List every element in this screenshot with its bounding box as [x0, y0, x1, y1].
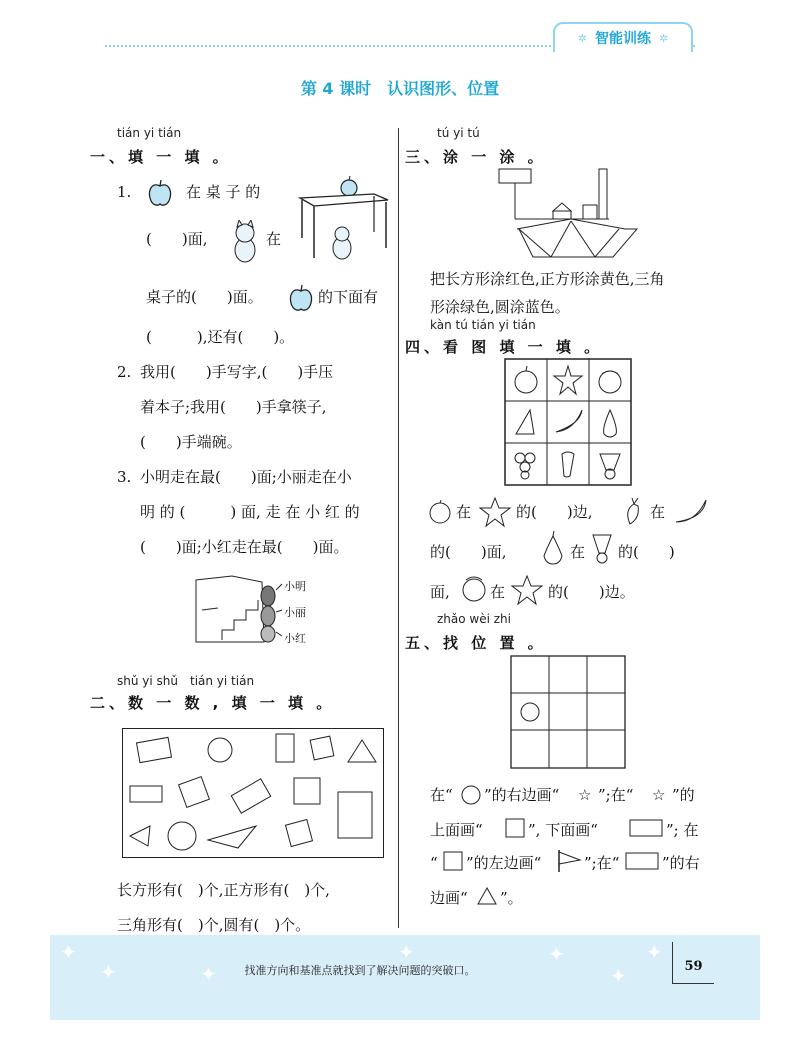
section2-pinyin: shǔ yi shǔ tián yi tián: [117, 674, 255, 688]
radish-icon: [622, 496, 646, 526]
section5-line4b: ”。: [500, 889, 523, 907]
section3-title: 三、涂 一 涂 。: [405, 148, 547, 166]
rectangle-icon: [624, 851, 660, 871]
position-grid: [510, 655, 628, 771]
triangle-icon: [476, 886, 498, 906]
section5-line1b: ”的右边画“: [484, 786, 560, 804]
section5-pinyin: zhǎo wèi zhi: [437, 612, 511, 626]
q3-line2: 明 的 ( ) 面, 走 在 小 红 的: [140, 503, 360, 521]
q3-line3: ( )面;小红走在最( )面。: [140, 538, 349, 556]
section4-c3: 的( )边。: [548, 583, 635, 601]
section2-line2: 三角形有( )个,圆有( )个。: [117, 916, 311, 934]
square-icon: [442, 850, 464, 872]
brand-tab: [553, 22, 693, 52]
section5-line2a: 上面画“: [430, 821, 483, 839]
ship-illustration: [495, 165, 645, 261]
star-icon: ✲: [659, 31, 669, 45]
q1-line2-tail: 在: [266, 230, 282, 248]
section4-c1: 面,: [430, 583, 450, 601]
section5-line1d: ”的: [672, 786, 695, 804]
section5-line3a: “: [430, 854, 438, 872]
section1-title: 一、填 一 填 。: [90, 148, 232, 166]
label-xiaoli: 小丽: [284, 606, 306, 619]
apple-icon: [287, 283, 315, 313]
column-divider: [398, 128, 399, 928]
section3-line2: 形涂绿色,圆涂蓝色。: [430, 298, 570, 316]
brand-label: 智能训练: [595, 31, 651, 47]
section5-title: 五、找 位 置 。: [405, 634, 547, 652]
section5-line3d: ”的右: [662, 854, 700, 872]
star-icon: ✲: [577, 31, 587, 45]
q1-line4: ( ),还有( )。: [146, 328, 295, 346]
q1-line2: ( )面,: [146, 230, 208, 248]
cat-icon: [230, 220, 260, 264]
star-decoration-icon: ✦: [646, 940, 663, 964]
section4-c2: 在: [490, 583, 506, 601]
page-number: 59: [672, 942, 714, 984]
section4-b1: 的( )面,: [430, 543, 507, 561]
table-illustration: [296, 176, 392, 264]
shuttlecock-icon: [590, 533, 614, 565]
lesson-title: 第 4 课时 认识图形、位置: [300, 79, 500, 98]
section5-line3c: ”;在“: [584, 854, 620, 872]
star-outline-symbol: ☆: [578, 786, 592, 804]
q3-number: 3.: [117, 468, 132, 486]
apple-icon: [428, 500, 452, 524]
q1-number: 1.: [117, 183, 132, 201]
star-decoration-icon: ✦: [398, 940, 415, 964]
section5-line3b: ”的左边画“: [466, 854, 542, 872]
label-xiaoming: 小明: [284, 580, 306, 593]
section5-line1a: 在“: [430, 786, 453, 804]
label-xiaohong: 小红: [284, 632, 306, 645]
peach-icon: [460, 574, 488, 604]
picture-grid: [504, 358, 632, 486]
q1-line1: 在 桌 子 的: [186, 183, 261, 201]
square-icon: [504, 817, 526, 839]
section4-a2: 的( )边,: [516, 503, 593, 521]
section5-line4a: 边画“: [430, 889, 468, 907]
section1-pinyin: tián yi tián: [117, 126, 182, 140]
pear-icon: [540, 530, 566, 566]
section4-a1: 在: [456, 503, 472, 521]
section4-title: 四、看 图 填 一 填 。: [405, 338, 604, 356]
rectangle-icon: [628, 818, 664, 838]
q1-line3: 桌子的( )面。: [146, 288, 263, 306]
star-icon: [510, 574, 544, 606]
q2-line2: 着本子;我用( )手拿筷子,: [140, 398, 327, 416]
section5-line2b: ”, 下面画“: [528, 821, 598, 839]
q2-line1: 我用( )手写字,( )手压: [140, 363, 334, 381]
section4-a3: 在: [650, 503, 666, 521]
apple-icon: [146, 178, 174, 208]
section2-title: 二、数 一 数 , 填 一 填 。: [90, 694, 336, 712]
shapes-box: [122, 728, 384, 858]
star-decoration-icon: ✦: [548, 942, 565, 966]
q2-number: 2.: [117, 363, 132, 381]
section3-pinyin: tú yi tú: [437, 126, 480, 140]
q3-line1: 小明走在最( )面;小丽走在小: [140, 468, 352, 486]
banana-icon: [674, 496, 708, 526]
star-decoration-icon: ✦: [60, 940, 77, 964]
flag-icon: [556, 848, 582, 874]
star-decoration-icon: ✦: [610, 964, 627, 988]
section3-line1: 把长方形涂红色,正方形涂黄色,三角: [430, 270, 665, 288]
q1-line3-tail: 的下面有: [318, 288, 379, 306]
section5-line2c: ”; 在: [666, 821, 699, 839]
circle-icon: [460, 784, 482, 806]
q2-line3: ( )手端碗。: [140, 433, 242, 451]
section5-line1c: ”;在“: [598, 786, 634, 804]
section4-b2: 在: [570, 543, 586, 561]
section4-pinyin: kàn tú tián yi tián: [430, 318, 536, 332]
star-decoration-icon: ✦: [200, 962, 217, 986]
star-icon: [478, 496, 512, 528]
star-decoration-icon: ✦: [100, 960, 117, 984]
section2-line1: 长方形有( )个,正方形有( )个,: [117, 881, 330, 899]
star-outline-symbol: ☆: [652, 786, 666, 804]
footer-tip: 找准方向和基准点就找到了解决问题的突破口。: [244, 964, 476, 977]
section4-b3: 的( ): [618, 543, 675, 561]
